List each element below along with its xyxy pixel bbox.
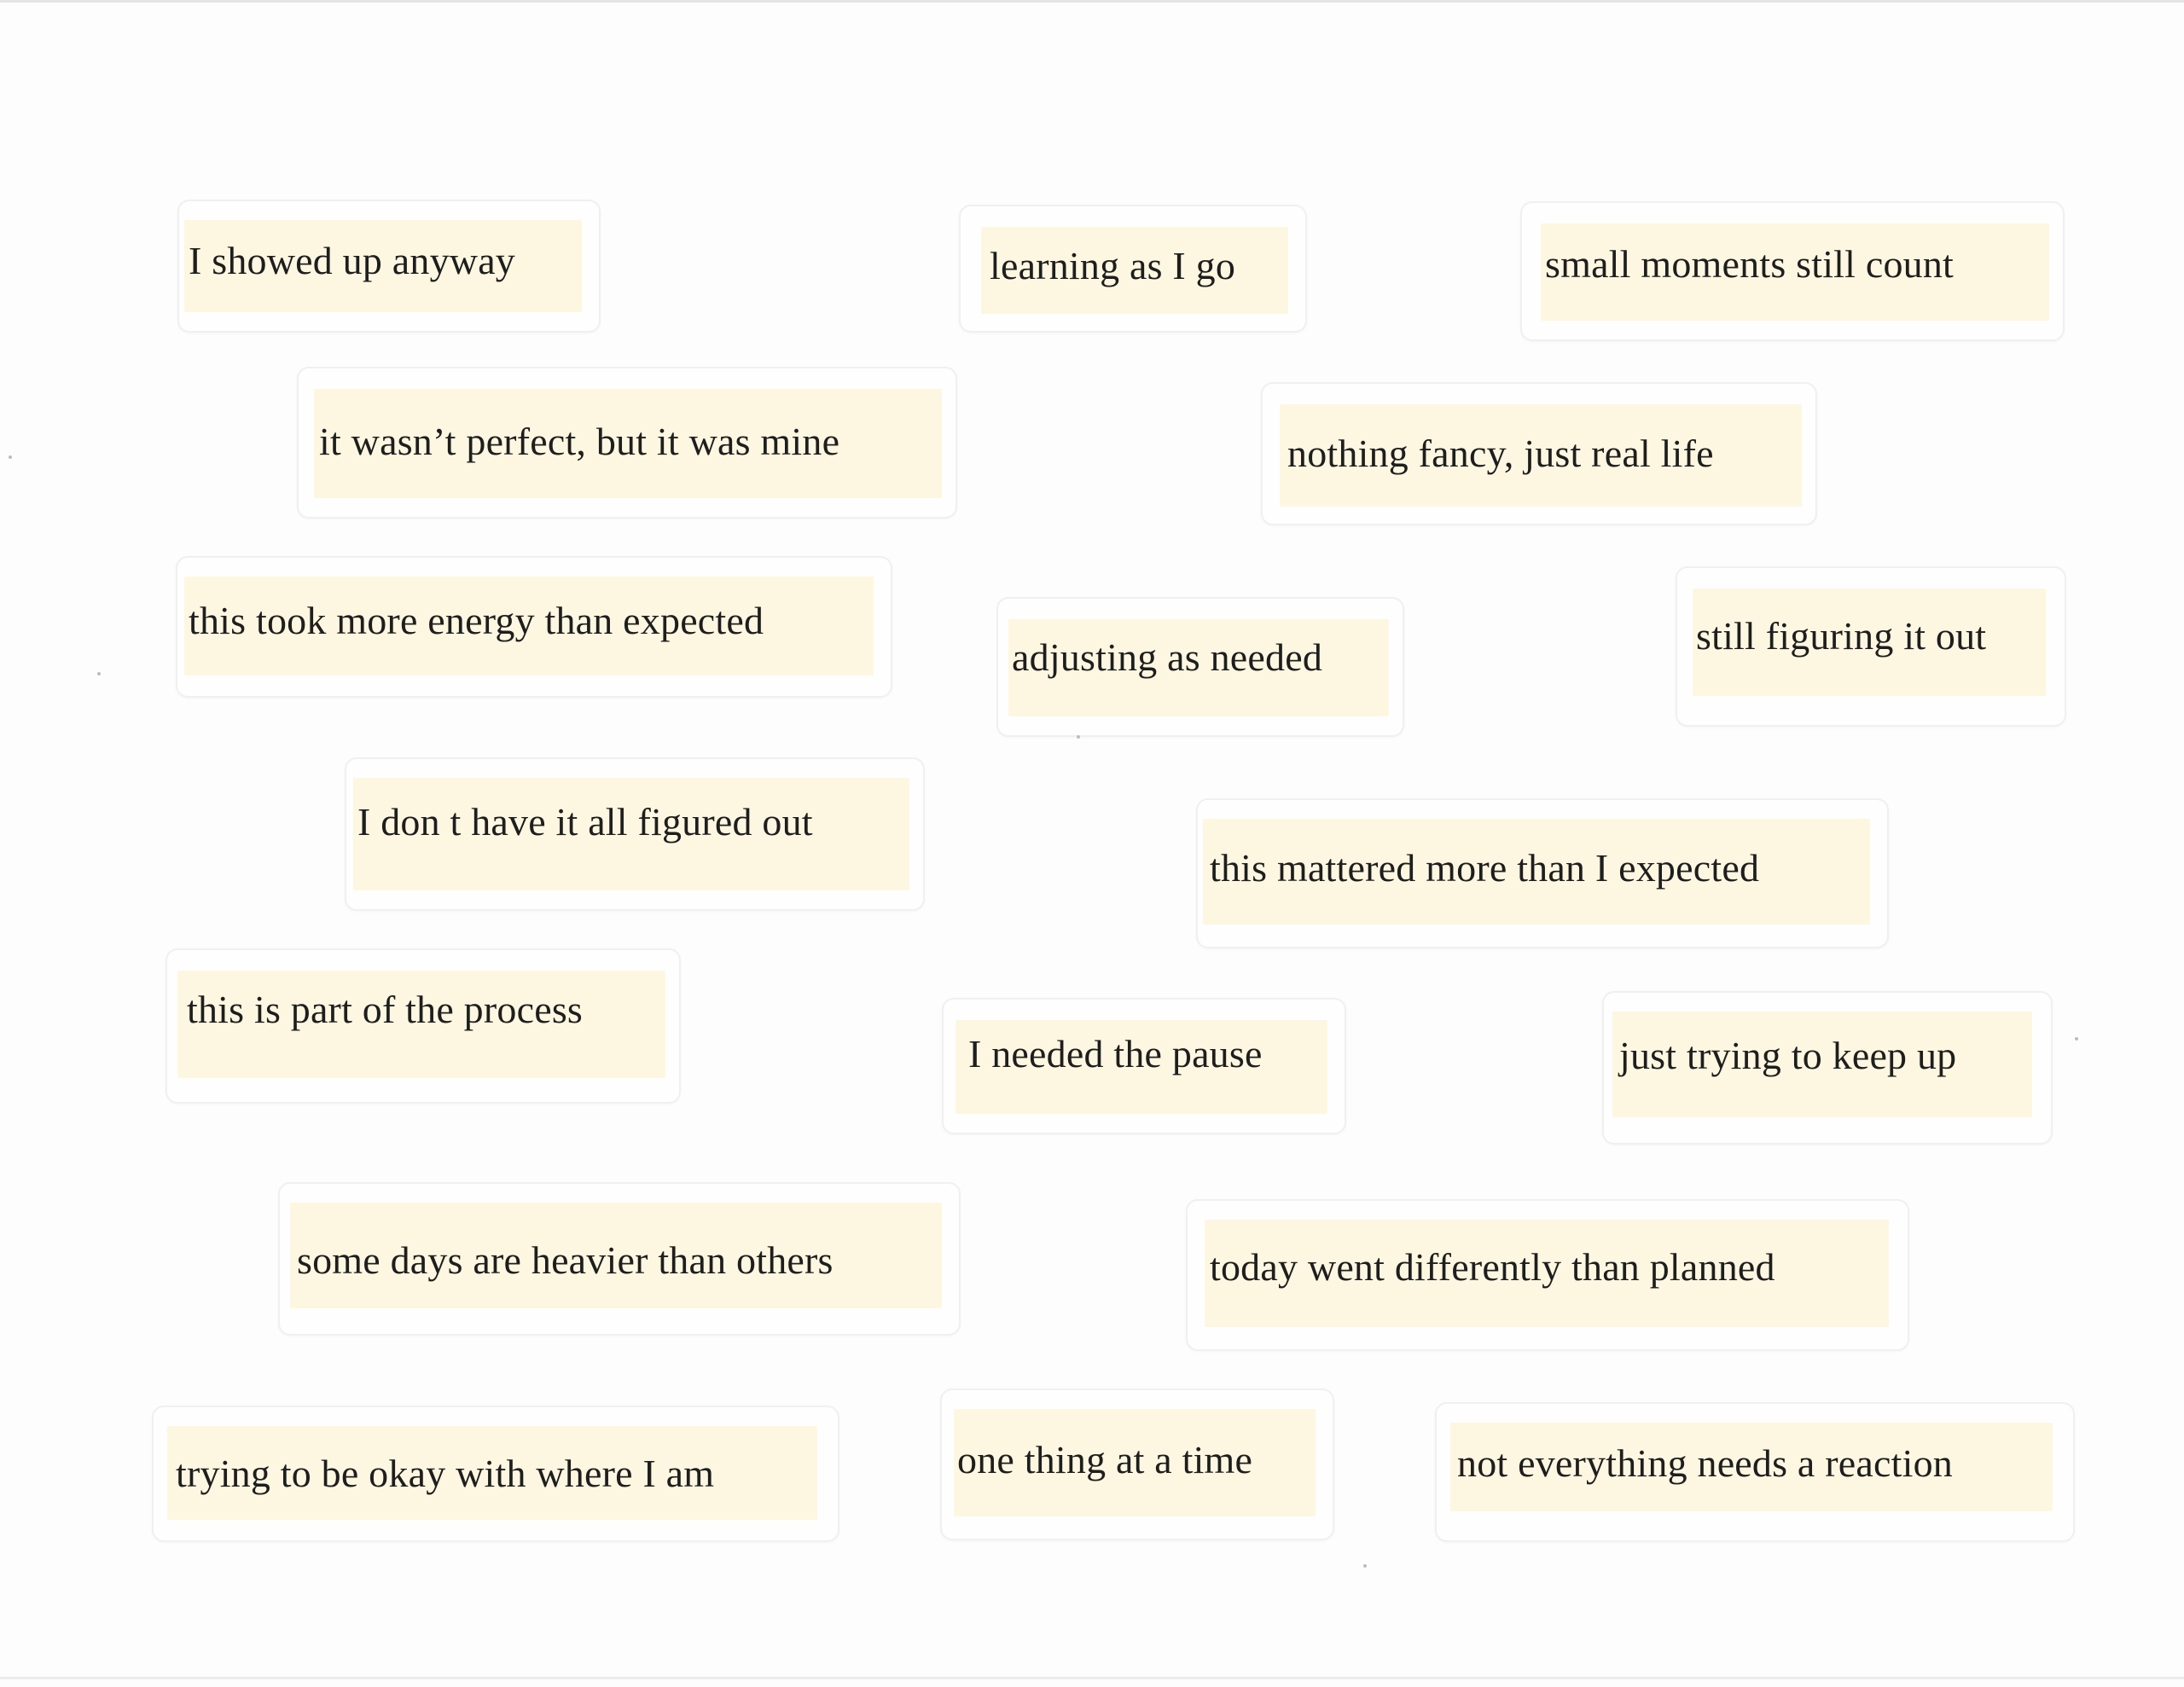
phrase-text: small moments still count bbox=[1545, 242, 1955, 286]
phrase-text: still figuring it out bbox=[1696, 614, 1987, 658]
phrase-text: I showed up anyway bbox=[189, 239, 516, 282]
phrase-text: nothing fancy, just real life bbox=[1287, 432, 1714, 475]
phrase-text: some days are heavier than others bbox=[297, 1238, 834, 1282]
scan-speck bbox=[1077, 735, 1080, 739]
phrase-text: I needed the pause bbox=[968, 1032, 1263, 1075]
phrase-text: this took more energy than expected bbox=[189, 599, 764, 642]
phrase-text: trying to be okay with where I am bbox=[176, 1452, 715, 1495]
phrase-text: it wasn’t perfect, but it was mine bbox=[319, 420, 840, 463]
scan-speck bbox=[1363, 1564, 1367, 1568]
phrase-text: not everything needs a reaction bbox=[1457, 1441, 1953, 1485]
phrase-text: I don t have it all figured out bbox=[357, 800, 813, 844]
phrase-text: learning as I go bbox=[990, 244, 1236, 287]
scan-speck bbox=[2075, 1037, 2078, 1041]
scan-top-edge bbox=[0, 0, 2184, 3]
scan-speck bbox=[97, 672, 101, 675]
scan-bottom-edge bbox=[0, 1677, 2184, 1679]
phrase-text: one thing at a time bbox=[957, 1438, 1253, 1481]
phrase-text: this is part of the process bbox=[187, 988, 584, 1031]
phrase-text: just trying to keep up bbox=[1619, 1034, 1957, 1077]
phrase-text: this mattered more than I expected bbox=[1210, 846, 1760, 890]
phrase-text: today went differently than planned bbox=[1210, 1245, 1775, 1289]
phrase-text: adjusting as needed bbox=[1012, 635, 1323, 679]
scan-speck bbox=[9, 455, 12, 459]
